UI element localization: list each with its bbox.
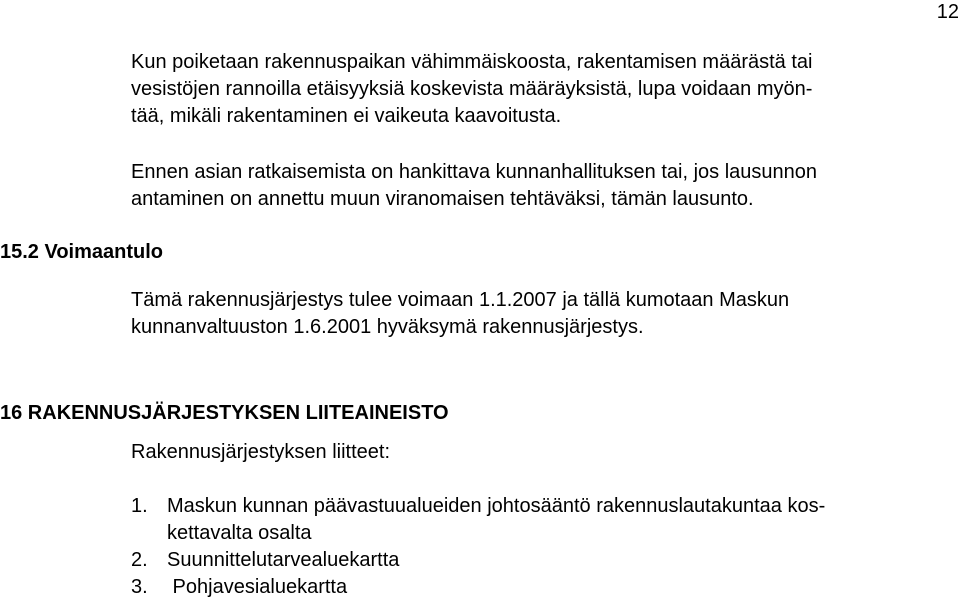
statement-paragraph-line: antaminen on annettu muun viranomaisen tehtäväksi, tämän lausunto. [131,188,754,210]
attachment-list-item [131,575,347,599]
list-number: 2. [131,549,148,571]
attachment-list-item [131,494,825,518]
intro-paragraph-line: vesistöjen rannoilla etäisyyksiä koskevista määräyksistä, lupa voidaan myön- [131,78,813,100]
list-number: 1. [131,495,148,517]
section-16-heading: 16 RAKENNUSJÄRJESTYKSEN LIITEAINEISTO [0,402,449,424]
effective-paragraph-line: kunnanvaltuuston 1.6.2001 hyväksymä rakennusjärjestys. [131,316,644,338]
attachment-list-item-continuation: kettavalta osalta [167,522,312,544]
attachments-subheading: Rakennusjärjestyksen liitteet: [131,441,391,463]
attachment-list-item [131,548,399,572]
intro-paragraph-line: tää, mikäli rakentaminen ei vaikeuta kaavoitusta. [131,105,562,127]
list-number: 3. [131,576,148,598]
effective-paragraph-line: Tämä rakennusjärjestys tulee voimaan 1.1.2007 ja tällä kumotaan Maskun [131,289,790,311]
list-item-text: Suunnittelutarvealuekartta [167,549,400,571]
intro-paragraph-line: Kun poiketaan rakennuspaikan vähimmäiskoosta, rakentamisen määrästä tai [131,51,813,73]
statement-paragraph-line: Ennen asian ratkaisemista on hankittava kunnanhallituksen tai, jos lausunnon [131,161,817,183]
list-item-text: Maskun kunnan päävastuualueiden johtosääntö rakennuslautakuntaa kos- [167,495,826,517]
section-15-2-heading: 15.2 Voimaantulo [0,241,164,263]
page-number: 12 [936,1,959,23]
list-item-text: Pohjavesialuekartta [167,576,348,598]
